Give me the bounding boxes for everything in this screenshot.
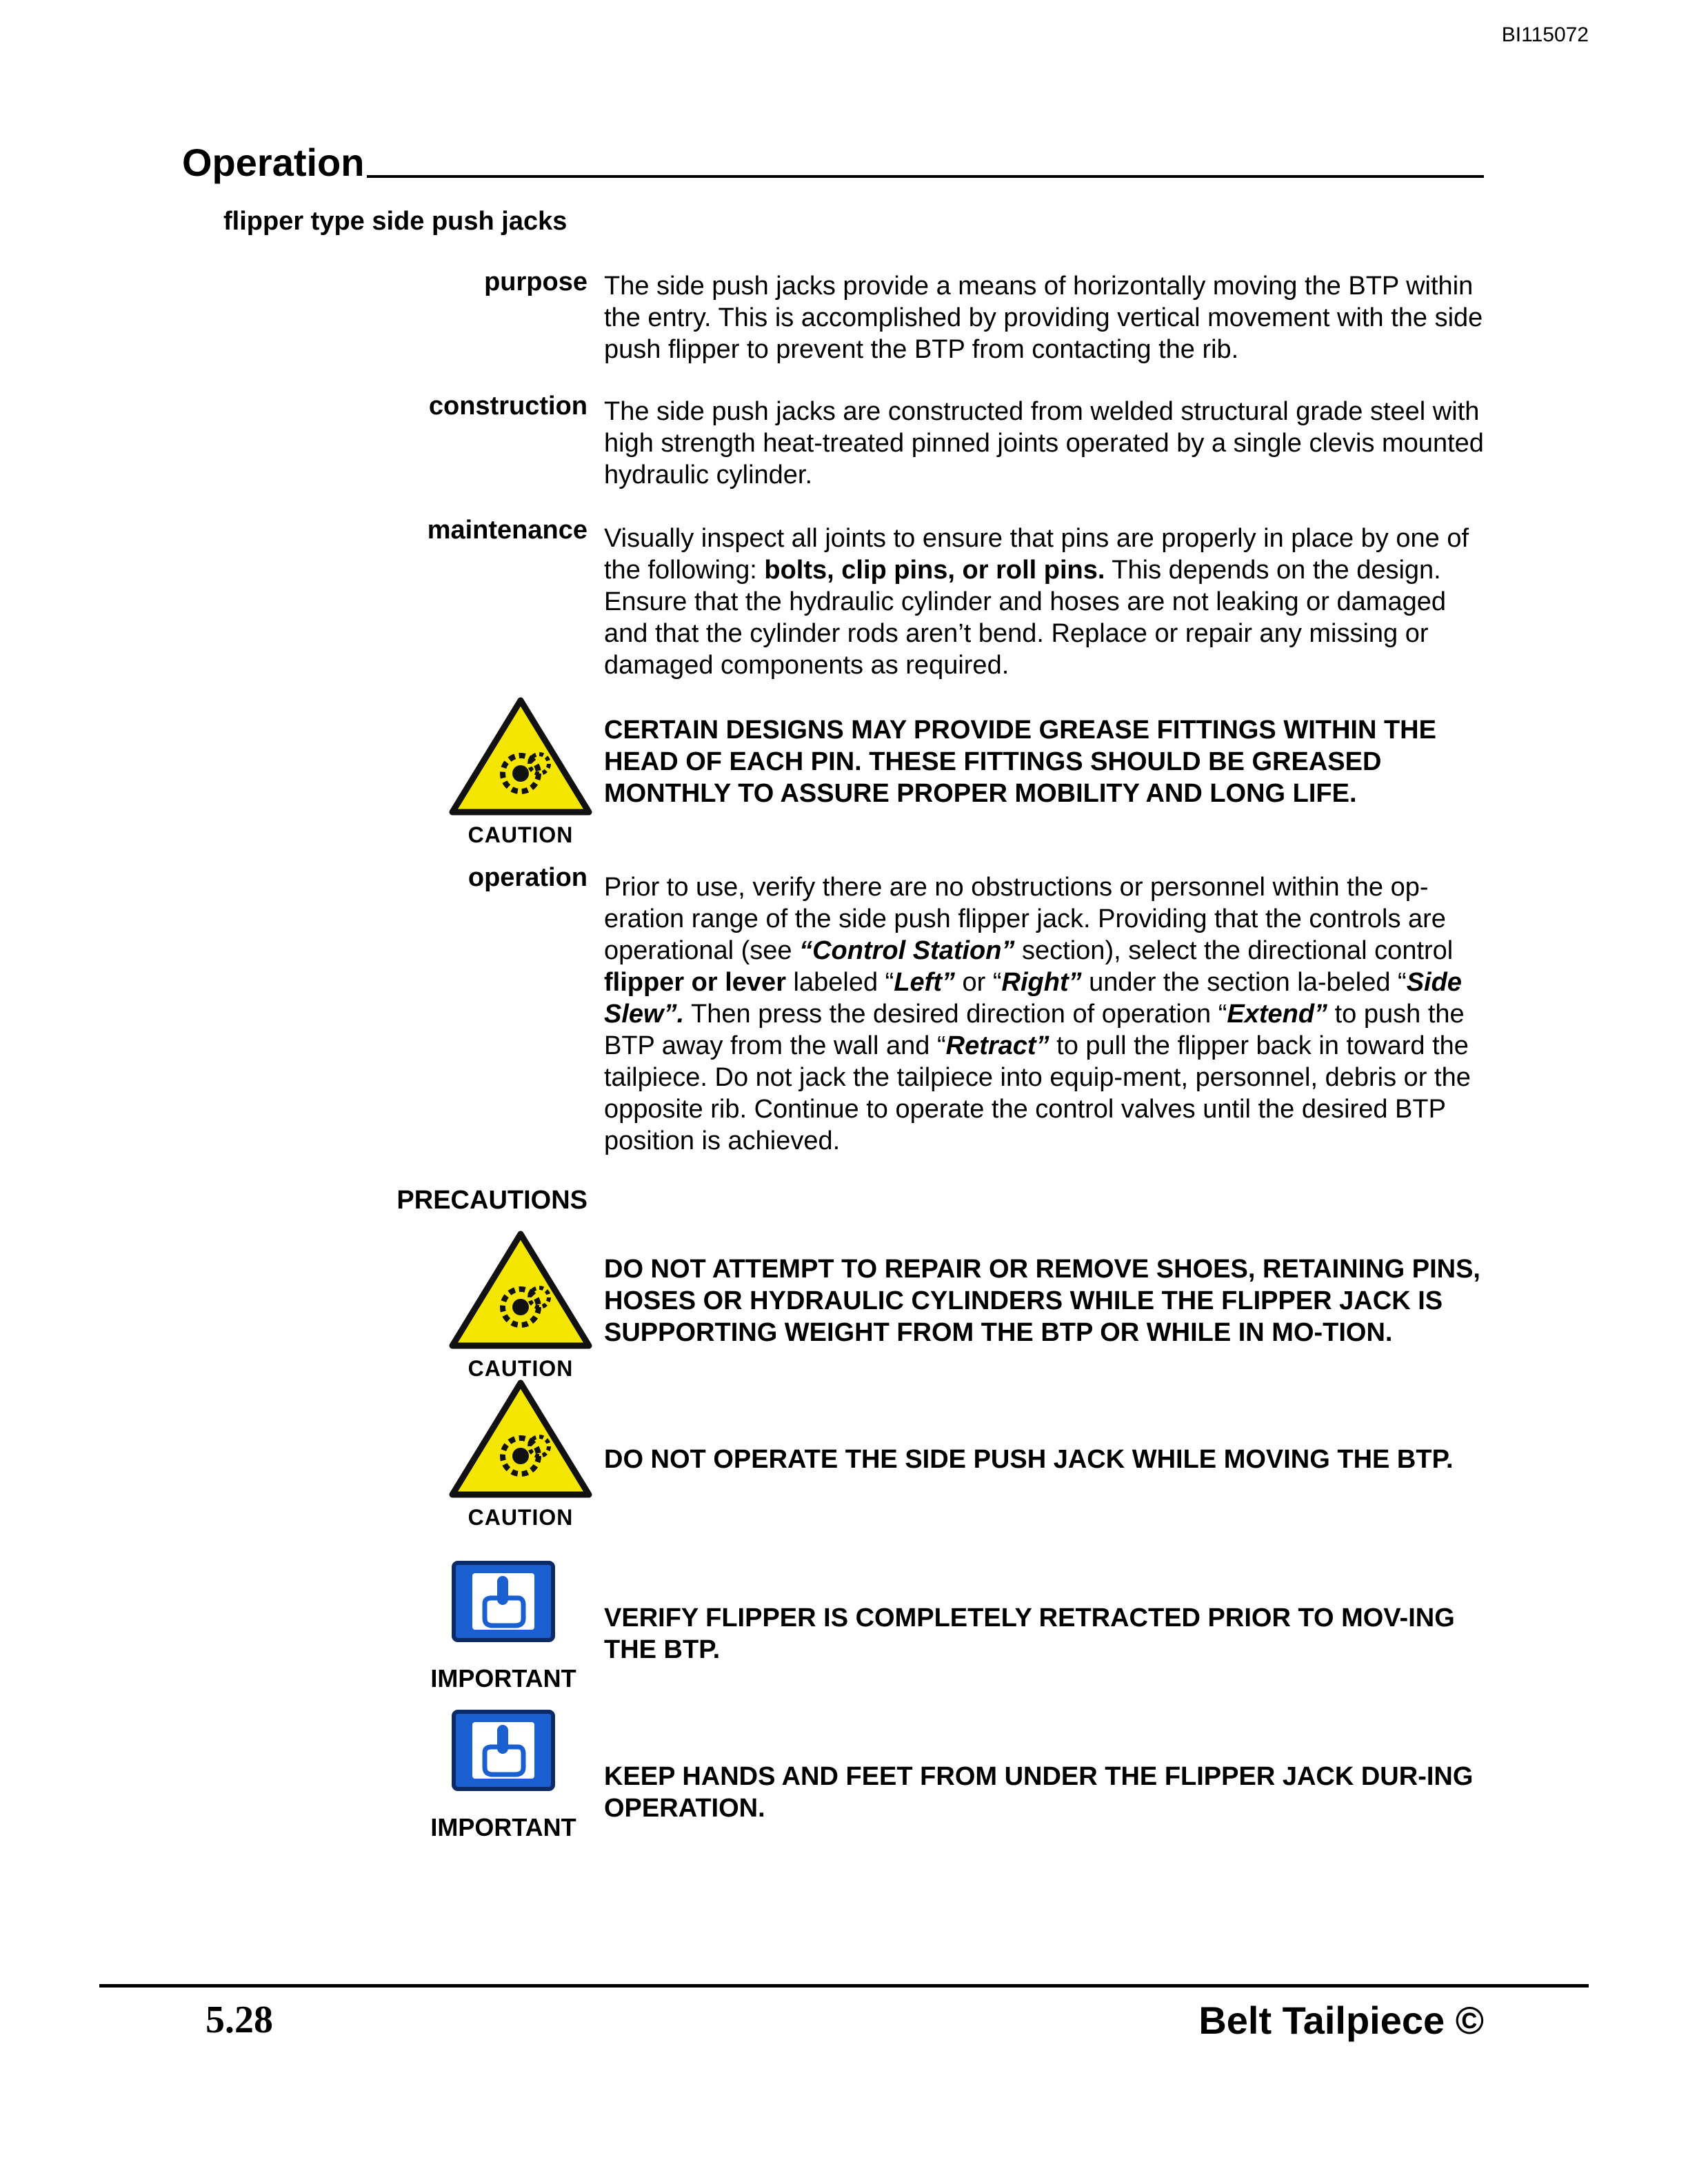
maintenance-label: maintenance (427, 516, 587, 545)
caution-sign (448, 696, 593, 848)
document-id: BI115072 (1501, 23, 1589, 46)
moving-caution-text: DO NOT OPERATE THE SIDE PUSH JACK WHILE MOVING THE BTP. (604, 1445, 1454, 1474)
purpose-label: purpose (484, 267, 587, 296)
caution-caption: CAUTION (468, 1356, 574, 1381)
important-sign (414, 1561, 593, 1693)
heading-rule (367, 175, 1484, 178)
grease-caution-text: CERTAIN DESIGNS MAY PROVIDE GREASE FITTINGS WITHIN THE HEAD OF EACH PIN. THESE FITTINGS SHOULD BE GREASED MONTHLY TO ASSURE PROPER MOBILITY AND LONG LIFE. (604, 716, 1436, 808)
verify-important-text: VERIFY FLIPPER IS COMPLETELY RETRACTED PRIOR TO MOV-ING THE BTP. (604, 1604, 1455, 1664)
important-caption: IMPORTANT (430, 1813, 576, 1841)
caution-sign (448, 1379, 593, 1530)
subsection-title: flipper type side push jacks (223, 207, 567, 236)
caution-icon (448, 1379, 593, 1499)
operation-label: operation (468, 863, 587, 892)
caution-icon (448, 1230, 593, 1351)
maintenance-text: Visually inspect all joints to ensure that pins are properly in place by one of the following: bolts, clip pins, or roll pins. This depends on the design. Ensure that the hydraulic cylinder and hoses are not leaking or damaged and that the cylinder rods aren’t bend. Replace or repair any missing or damaged components as required. (604, 524, 1469, 680)
page-title: Operation (182, 141, 365, 184)
caution-caption: CAUTION (468, 1505, 574, 1530)
footer-title: Belt Tailpiece © (1198, 1999, 1484, 2042)
page-number: 5.28 (205, 1999, 273, 2041)
pointing-hand-icon (452, 1561, 555, 1642)
important-sign (414, 1710, 593, 1842)
precautions-label: PRECAUTIONS (396, 1186, 587, 1215)
important-caption: IMPORTANT (430, 1664, 576, 1692)
construction-label: construction (428, 392, 587, 421)
section-heading (182, 143, 1484, 182)
operation-text: Prior to use, verify there are no obstructions or personnel within the op-eration range of the side push flipper jack. Providing that the controls are operational (see “Control Station” section), select the directional control flipper or lever labeled “Left” or “Right” under the section la-beled “Side Slew”. Then press the desired direction of operation “Extend” to push the BTP away from the wall and “Retract” to pull the flipper back in toward the tailpiece. Do not jack the tailpiece into equip-ment, personnel, debris or the opposite rib. Continue to operate the control valves until the desired BTP position is achieved. (604, 873, 1471, 1155)
purpose-text: The side push jacks provide a means of horizontally moving the BTP within the entry. This is accomplished by providing vertical movement with the side push flipper to prevent the BTP from contacting the rib. (604, 272, 1483, 364)
caution-caption: CAUTION (468, 822, 574, 847)
pointing-hand-icon (452, 1710, 555, 1791)
hands-important-text: KEEP HANDS AND FEET FROM UNDER THE FLIPPER JACK DUR-ING OPERATION. (604, 1762, 1474, 1823)
repair-caution-text: DO NOT ATTEMPT TO REPAIR OR REMOVE SHOES, RETAINING PINS, HOSES OR HYDRAULIC CYLINDERS WHILE THE FLIPPER JACK IS SUPPORTING WEIGHT FROM THE BTP OR WHILE IN MO-TION. (604, 1255, 1480, 1347)
caution-icon (448, 696, 593, 817)
caution-sign (448, 1230, 593, 1382)
construction-text: The side push jacks are constructed from welded structural grade steel with high strength heat-treated pinned joints operated by a single clevis mounted hydraulic cylinder. (604, 397, 1484, 489)
footer-rule (99, 1984, 1589, 1988)
